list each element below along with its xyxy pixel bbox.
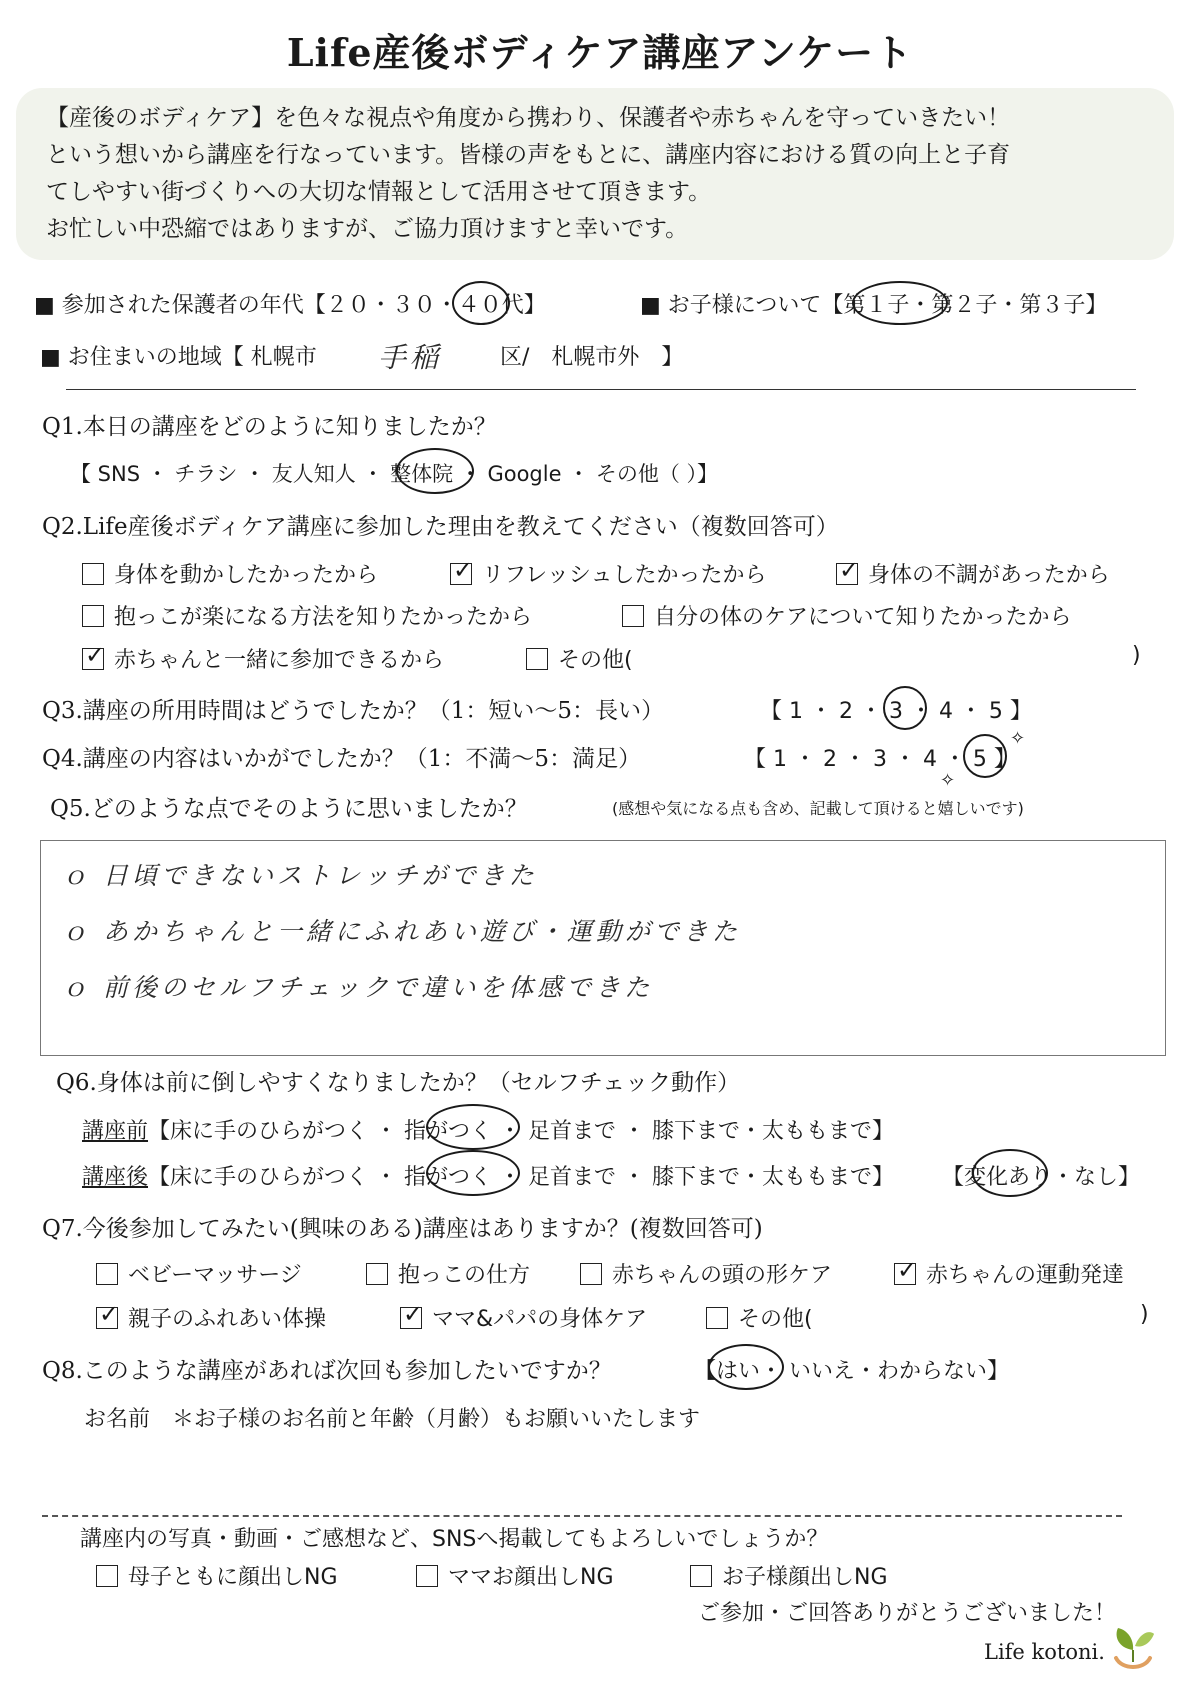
- checkbox-checked[interactable]: ✓: [82, 648, 104, 670]
- sparkle-icon: ✧: [940, 770, 956, 791]
- q3-scale: 【 1 ・ 2 ・ 3 ・ 4 ・ 5 】: [760, 699, 1032, 724]
- q2-option[interactable]: [836, 558, 1110, 589]
- q7-question: Q7.今後参加してみたい(興味のある)講座はありますか？(複数回答可): [42, 1216, 763, 1242]
- sns-option[interactable]: [416, 1560, 614, 1591]
- q6-question: Q6.身体は前に倒しやすくなりましたか？（セルフチェック動作）: [56, 1070, 741, 1096]
- area-handwritten: 手稲: [378, 341, 443, 374]
- intro-line: お忙しい中恐縮ではありますが、ご協力頂けますと幸いです。: [46, 216, 689, 242]
- q2-close-paren: ): [1132, 643, 1141, 668]
- q7-option-label: ベビーマッサージ: [128, 1263, 302, 1288]
- q2-option[interactable]: [82, 643, 444, 674]
- q6-after-circle: [426, 1150, 520, 1196]
- checkbox[interactable]: [622, 605, 644, 627]
- q4-answer-circle: [963, 734, 1007, 778]
- q7-option-label: その他(: [738, 1307, 813, 1332]
- checkbox[interactable]: [416, 1565, 438, 1587]
- intro-line: 【産後のボディケア】を色々な視点や角度から携わり、保護者や赤ちゃんを守っていきたい！: [46, 105, 1011, 131]
- q7-option-label: 抱っこの仕方: [398, 1263, 531, 1288]
- q6-after-options: 【床に手のひらがつく ・ 指がつく ・ 足首まで ・ 膝下まで・太ももまで】: [148, 1165, 894, 1190]
- checkbox[interactable]: [690, 1565, 712, 1587]
- q2-option[interactable]: [622, 600, 1072, 631]
- sns-option[interactable]: [96, 1560, 338, 1591]
- sns-option-label: ママお顔出しNG: [448, 1565, 614, 1590]
- q7-option[interactable]: [96, 1302, 326, 1333]
- q5-answer-line: ｏ 日頃できないストレッチができた: [62, 861, 538, 890]
- q7-option-label: ママ&パパの身体ケア: [432, 1307, 648, 1332]
- sns-question: 講座内の写真・動画・ご感想など、SNSへ掲載してもよろしいでしょうか？: [80, 1527, 829, 1552]
- q2-option-label: リフレッシュしたかったから: [482, 563, 767, 588]
- q2-option-label: その他(: [558, 648, 633, 673]
- checkbox[interactable]: [580, 1263, 602, 1285]
- checkbox-checked[interactable]: ✓: [450, 563, 472, 585]
- q1-answer-circle: [396, 448, 474, 494]
- child-answer-circle: [852, 281, 948, 325]
- q2-question: Q2.Life産後ボディケア講座に参加した理由を教えてください（複数回答可）: [42, 514, 839, 540]
- q7-option[interactable]: [706, 1302, 813, 1333]
- q5-note: (感想や気になる点も含め、記載して頂けると嬉しいです): [612, 799, 1024, 818]
- q6-before-label: 講座前: [82, 1119, 149, 1144]
- q2-option-label: 自分の体のケアについて知りたかったから: [654, 605, 1072, 630]
- q7-option[interactable]: [96, 1258, 302, 1289]
- q5-question: Q5.どのような点でそのように思いましたか？: [50, 796, 528, 822]
- checkbox[interactable]: [526, 648, 548, 670]
- age-answer-circle: [452, 281, 510, 325]
- q1-options: 【 SNS ・ チラシ ・ 友人知人 ・ 整体院 ・ Google ・ その他（ ）】: [70, 462, 719, 486]
- checkbox-checked[interactable]: ✓: [96, 1307, 118, 1329]
- q7-option[interactable]: [894, 1258, 1124, 1289]
- area-suffix: 区/ 札幌市外 】: [500, 345, 684, 370]
- checkbox-checked[interactable]: ✓: [894, 1263, 916, 1285]
- intro-line: てしやすい街づくりへの大切な情報として活用させて頂きます。: [46, 179, 712, 205]
- checkbox-checked[interactable]: ✓: [400, 1307, 422, 1329]
- checkbox[interactable]: [366, 1263, 388, 1285]
- q5-answer-line: ｏ 前後のセルフチェックで違いを体感できた: [62, 973, 654, 1002]
- q7-option[interactable]: [400, 1302, 647, 1333]
- q2-option-label: 身体の不調があったから: [868, 563, 1110, 588]
- q3-question: Q3.講座の所用時間はどうでしたか？（1：短い〜5：長い）: [42, 698, 665, 724]
- q6-change-circle: [972, 1149, 1048, 1197]
- q3-answer-circle: [883, 686, 927, 730]
- q6-before-options: 【床に手のひらがつく ・ 指がつく ・ 足首まで ・ 膝下まで・太ももまで】: [148, 1119, 894, 1144]
- q7-option[interactable]: [580, 1258, 832, 1289]
- divider: [66, 389, 1136, 390]
- q2-option-label: 身体を動かしたかったから: [114, 563, 379, 588]
- q4-scale: 【 1 ・ 2 ・ 3 ・ 4 ・ 5 】: [744, 747, 1016, 772]
- q7-close-paren: ): [1140, 1302, 1149, 1327]
- q6-before-circle: [426, 1104, 520, 1150]
- q2-option-label: 抱っこが楽になる方法を知りたかったから: [114, 605, 533, 630]
- q7-option-label: 親子のふれあい体操: [128, 1307, 327, 1332]
- checkbox[interactable]: [706, 1307, 728, 1329]
- q5-answer-line: ｏ あかちゃんと一緒にふれあい遊び・運動ができた: [62, 917, 741, 946]
- leaf-logo-icon: [1108, 1620, 1158, 1676]
- q2-option[interactable]: [526, 643, 633, 674]
- checkbox-checked[interactable]: ✓: [836, 563, 858, 585]
- q2-option-label: 赤ちゃんと一緒に参加できるから: [114, 648, 445, 673]
- sns-option[interactable]: [690, 1560, 888, 1591]
- sparkle-icon: ✧: [1010, 728, 1026, 749]
- intro-line: という想いから講座を行なっています。皆様の声をもとに、講座内容における質の向上と子育: [46, 142, 1011, 168]
- q6-after-label: 講座後: [82, 1165, 149, 1190]
- child-question: ■ お子様について【第１子・第２子・第３子】: [640, 293, 1108, 318]
- intro-text: [46, 100, 1010, 248]
- q1-question: Q1.本日の講座をどのように知りましたか？: [42, 414, 497, 440]
- q8-options: 【はい・ いいえ・わからない】: [694, 1359, 1009, 1384]
- name-field-label: お名前 ＊お子様のお名前と年齢（月齢）もお願いいたします: [84, 1407, 701, 1432]
- q8-question: Q8.このような講座があれば次回も参加したいですか？: [42, 1358, 612, 1384]
- q2-option[interactable]: [82, 558, 378, 589]
- q7-option[interactable]: [366, 1258, 530, 1289]
- dashed-divider: [42, 1515, 1122, 1517]
- checkbox[interactable]: [96, 1263, 118, 1285]
- checkbox[interactable]: [96, 1565, 118, 1587]
- q8-answer-circle: [708, 1344, 784, 1390]
- brand-logo-text: Life kotoni.: [984, 1640, 1105, 1664]
- q2-option[interactable]: [450, 558, 766, 589]
- q6-change: 【変化あり・なし】: [942, 1165, 1141, 1190]
- thanks-text: ご参加・ご回答ありがとうございました！: [698, 1601, 1117, 1626]
- sns-option-label: お子様顔出しNG: [722, 1565, 888, 1590]
- page-title: Life産後ボディケア講座アンケート: [286, 30, 914, 75]
- sns-option-label: 母子ともに顔出しNG: [128, 1565, 338, 1590]
- checkbox[interactable]: [82, 605, 104, 627]
- checkbox[interactable]: [82, 563, 104, 585]
- q7-option-label: 赤ちゃんの運動発達: [926, 1263, 1125, 1288]
- q7-option-label: 赤ちゃんの頭の形ケア: [612, 1263, 833, 1288]
- q4-question: Q4.講座の内容はいかがでしたか？（1：不満〜5：満足）: [42, 746, 642, 772]
- age-question: ■ 参加された保護者の年代【２０・３０・４０代】: [34, 293, 546, 318]
- area-prefix: ■ お住まいの地域【 札幌市: [40, 345, 317, 370]
- q2-option[interactable]: [82, 600, 532, 631]
